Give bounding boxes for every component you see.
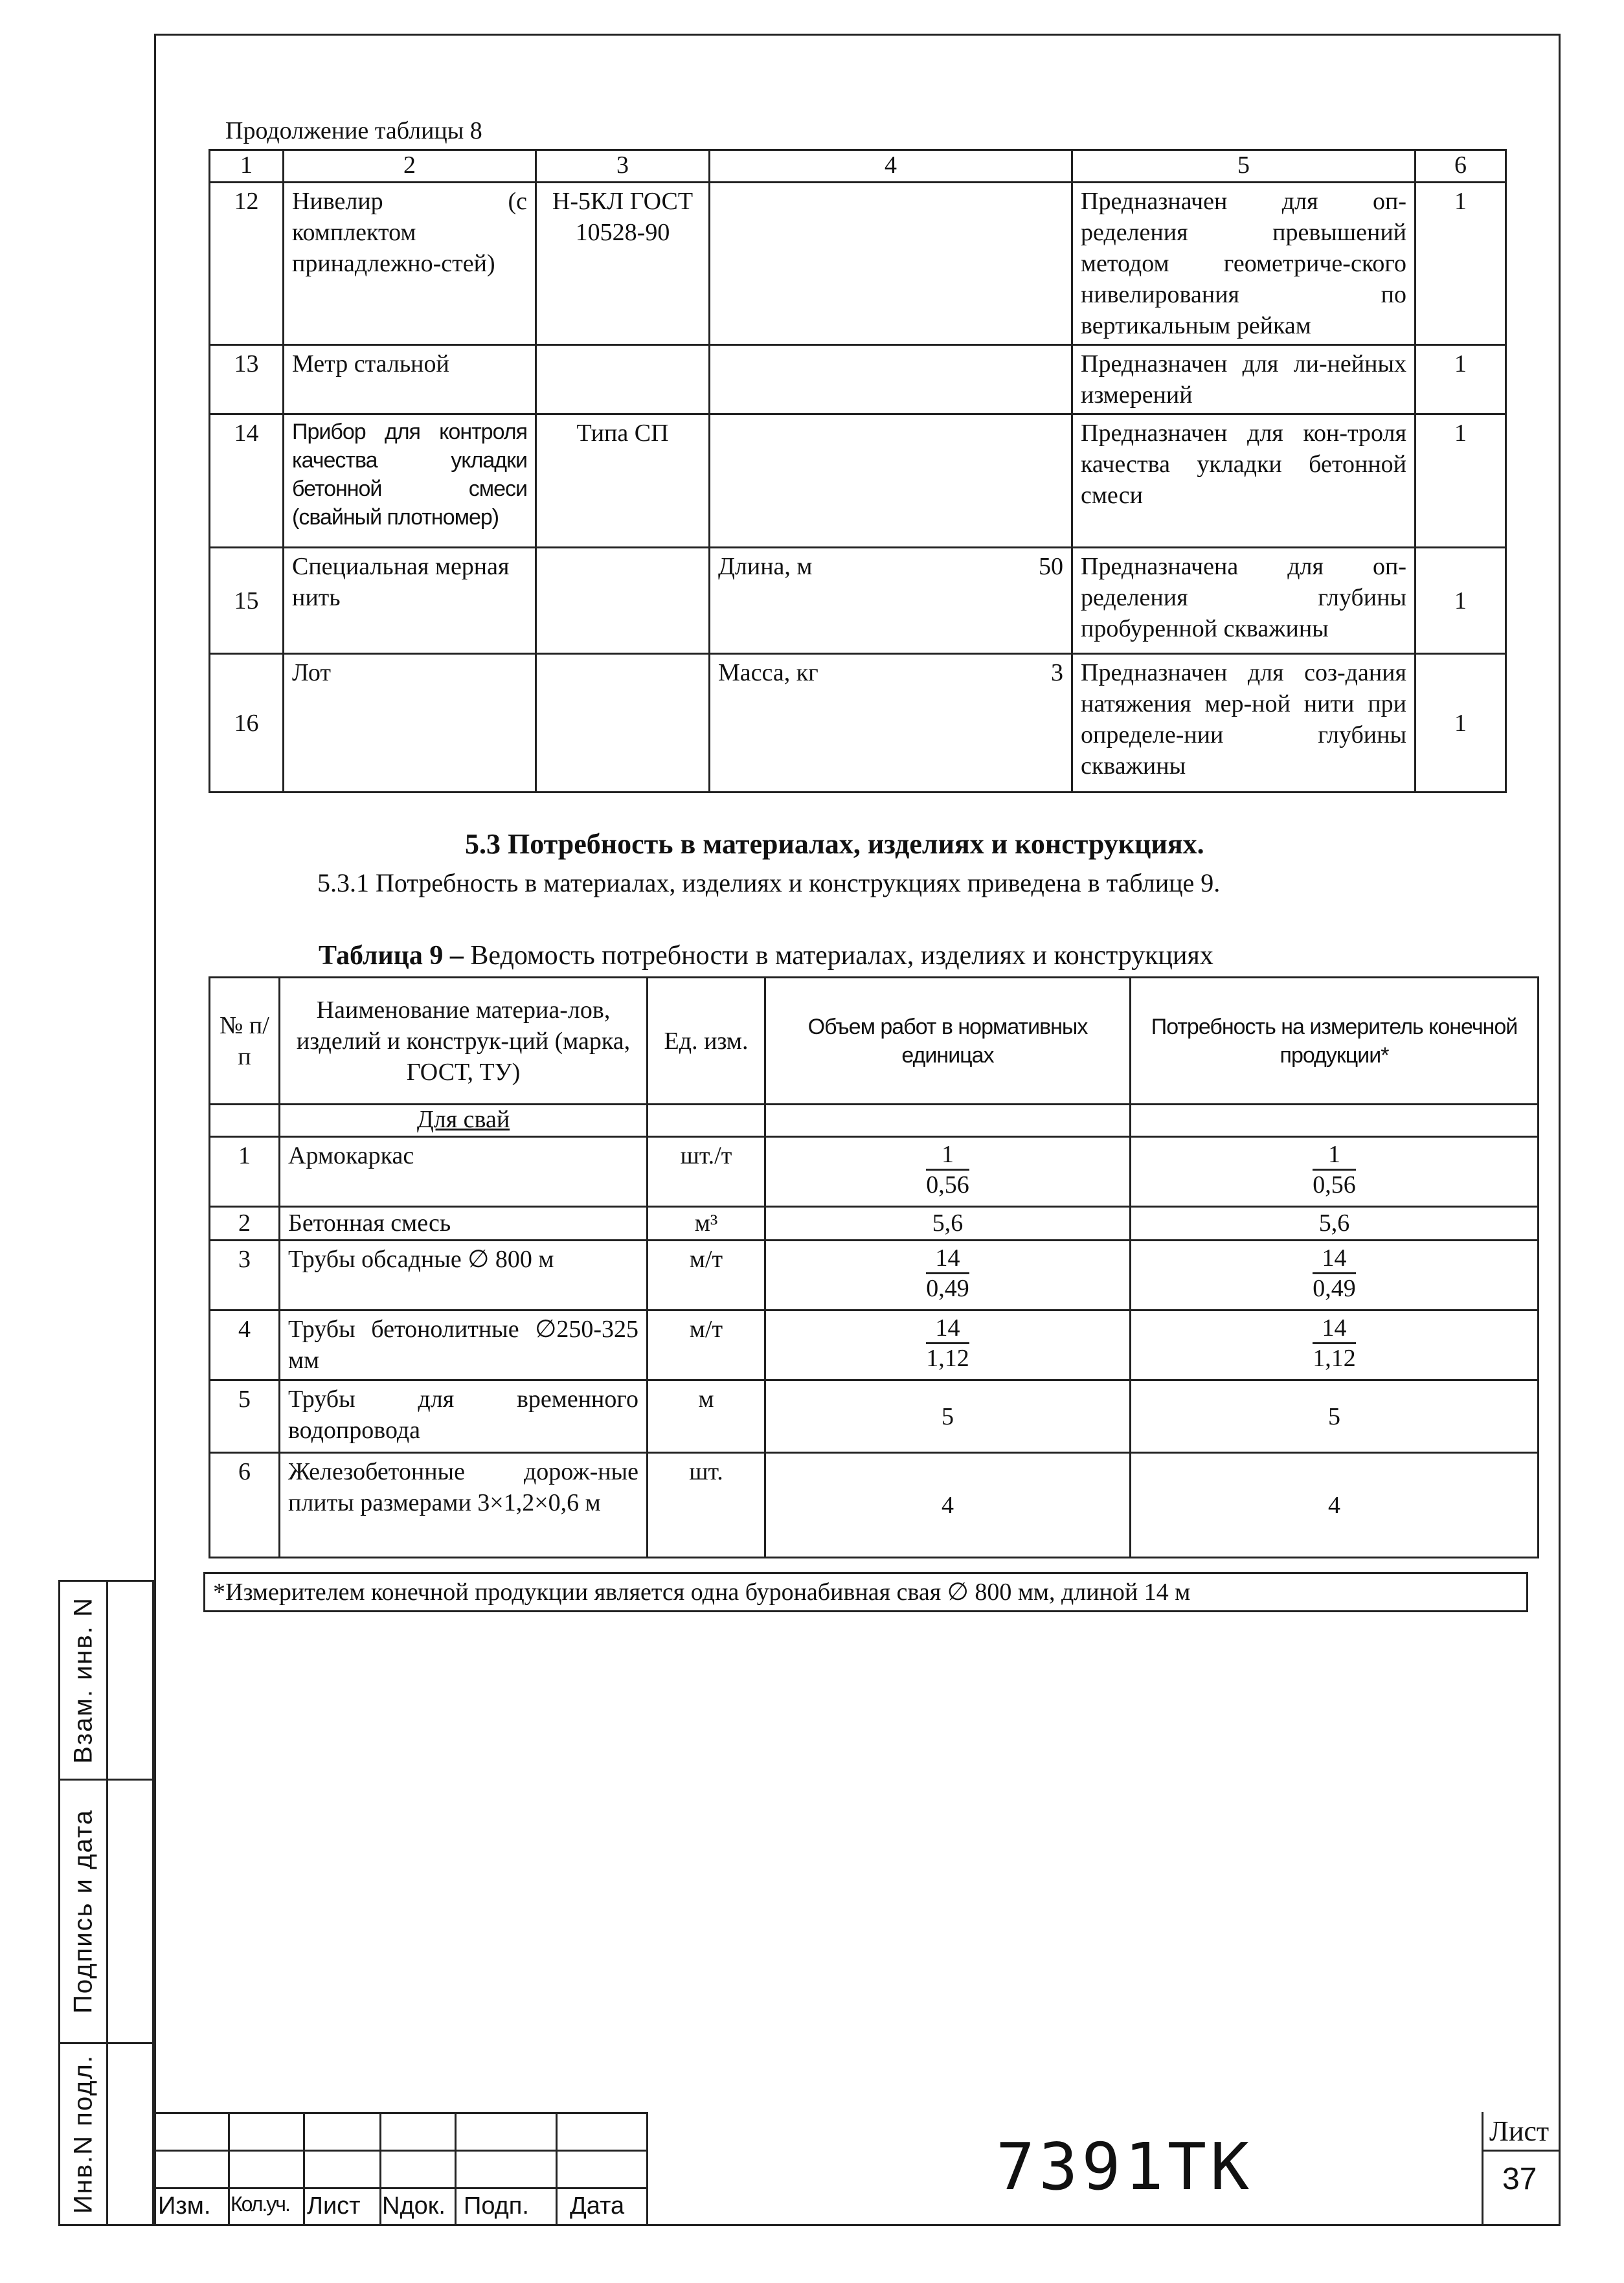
table-row xyxy=(210,183,1506,345)
row-no: 6 xyxy=(210,1453,280,1558)
table8-header-row xyxy=(210,150,1506,183)
header-no: № п/п xyxy=(210,978,280,1105)
row-purpose: Предназначена для оп-ределения глубины пробуренной скважины xyxy=(1072,548,1415,654)
row-unit: м/т xyxy=(648,1241,765,1310)
header-unit: Ед. изм. xyxy=(648,978,765,1105)
row-param xyxy=(710,183,1072,345)
table8 xyxy=(209,149,1507,793)
side-strip xyxy=(58,1580,154,2226)
row-param xyxy=(710,345,1072,414)
row-model xyxy=(536,345,710,414)
table8-header-cell: 1 xyxy=(210,150,284,183)
row-need xyxy=(1131,1310,1539,1380)
table-row xyxy=(210,414,1506,548)
side-cell-inv-podl xyxy=(58,2042,154,2226)
row-unit: шт./т xyxy=(648,1137,765,1207)
row-name: Метр стальной xyxy=(284,345,536,414)
row-volume xyxy=(765,1310,1131,1380)
row-no: 15 xyxy=(210,548,284,654)
row-volume xyxy=(765,1241,1131,1310)
table-row xyxy=(210,1241,1539,1310)
fraction-numerator: 1 xyxy=(926,1140,969,1171)
table9-group-row xyxy=(210,1105,1539,1137)
row-model: Типа СП xyxy=(536,414,710,548)
table9-caption-text: Ведомость потребности в материалах, изделиях и конструкциях xyxy=(463,941,1213,971)
table9-note xyxy=(203,1572,1528,1612)
row-purpose: Предназначен для оп-ределения превышений методом геометриче-ского нивелирования по вертикальным рейкам xyxy=(1072,183,1415,345)
table9-caption xyxy=(319,940,1213,971)
row-unit: м xyxy=(648,1380,765,1453)
fraction-numerator: 14 xyxy=(926,1244,969,1274)
title-col-izm: Изм. xyxy=(158,2192,211,2220)
row-no: 12 xyxy=(210,183,284,345)
row-param xyxy=(710,414,1072,548)
row-name: Прибор для контроля качества укладки бетонной смеси (свайный плотномер) xyxy=(284,414,536,548)
row-param-label: Длина, м xyxy=(718,553,813,580)
fraction-denominator: 0,49 xyxy=(926,1275,969,1302)
row-need xyxy=(1131,1241,1539,1310)
fraction-denominator: 0,49 xyxy=(1313,1275,1356,1302)
fraction-numerator: 14 xyxy=(1313,1244,1356,1274)
row-param-value: 50 xyxy=(1039,553,1063,580)
table8-header-cell: 2 xyxy=(284,150,536,183)
row-need: 5 xyxy=(1131,1380,1539,1453)
header-name: Наименование материа-лов, изделий и конструк-ций (марка, ГОСТ, ТУ) xyxy=(280,978,648,1105)
fraction-denominator: 1,12 xyxy=(1313,1345,1356,1372)
row-qty: 1 xyxy=(1415,345,1506,414)
fraction-numerator: 14 xyxy=(926,1314,969,1344)
row-name: Бетонная смесь xyxy=(280,1207,648,1241)
row-param-value: 3 xyxy=(1051,659,1063,686)
row-no: 2 xyxy=(210,1207,280,1241)
row-volume: 5 xyxy=(765,1380,1131,1453)
row-no: 14 xyxy=(210,414,284,548)
fraction-numerator: 1 xyxy=(1313,1140,1356,1171)
row-purpose: Предназначен для соз-дания натяжения мер-ной нити при определе-нии глубины скважины xyxy=(1072,654,1415,793)
row-purpose: Предназначен для кон-троля качества укладки бетонной смеси xyxy=(1072,414,1415,548)
table9-footnote: *Измерителем конечной продукции является одна буронабивная свая ∅ 800 мм, длиной 14 м xyxy=(205,1573,1528,1612)
fraction-denominator: 0,56 xyxy=(926,1171,969,1198)
table-row xyxy=(210,1380,1539,1453)
sheet-label: Лист xyxy=(1489,2115,1550,2147)
row-qty: 1 xyxy=(1415,414,1506,548)
row-unit: шт. xyxy=(648,1453,765,1558)
row-name: Специальная мерная нить xyxy=(284,548,536,654)
row-no: 1 xyxy=(210,1137,280,1207)
title-block xyxy=(154,2112,1561,2226)
row-name: Армокаркас xyxy=(280,1137,648,1207)
title-col-ndok: Nдок. xyxy=(382,2192,445,2220)
row-unit: м/т xyxy=(648,1310,765,1380)
table8-header-cell: 6 xyxy=(1415,150,1506,183)
group-label: Для свай xyxy=(416,1106,510,1133)
table-row xyxy=(210,1310,1539,1380)
table8-header-cell: 3 xyxy=(536,150,710,183)
table-row xyxy=(210,1137,1539,1207)
table8-header-cell: 4 xyxy=(710,150,1072,183)
title-col-data: Дата xyxy=(570,2192,625,2220)
row-param-label: Масса, кг xyxy=(718,659,818,686)
title-col-list: Лист xyxy=(307,2192,361,2220)
row-name: Трубы для временного водопровода xyxy=(280,1380,648,1453)
table-row xyxy=(210,548,1506,654)
section-heading: 5.3 Потребность в материалах, изделиях и конструкциях. xyxy=(465,828,1204,860)
row-unit: м³ xyxy=(648,1207,765,1241)
title-col-kolvo: Кол.уч. xyxy=(231,2192,289,2216)
side-cell-inv-vzam xyxy=(58,1580,154,1781)
table9-caption-bold: Таблица 9 – xyxy=(319,941,464,971)
row-name: Трубы обсадные ∅ 800 м xyxy=(280,1241,648,1310)
row-volume xyxy=(765,1137,1131,1207)
side-cell-sign-date xyxy=(58,1779,154,2044)
row-volume: 4 xyxy=(765,1453,1131,1558)
row-model xyxy=(536,654,710,793)
row-need: 5,6 xyxy=(1131,1207,1539,1241)
side-label-inv-podl: Инв.N подл. xyxy=(69,2054,97,2214)
row-name: Нивелир (с комплектом принадлежно-стей) xyxy=(284,183,536,345)
row-no: 3 xyxy=(210,1241,280,1310)
table9-header-row xyxy=(210,978,1539,1105)
side-label-inv-vzam: Взам. инв. N xyxy=(69,1597,97,1764)
fraction-denominator: 0,56 xyxy=(1313,1171,1356,1198)
row-no: 13 xyxy=(210,345,284,414)
row-qty: 1 xyxy=(1415,183,1506,345)
title-col-podp: Подп. xyxy=(464,2192,529,2220)
table-row xyxy=(210,654,1506,793)
row-model: Н-5КЛ ГОСТ 10528-90 xyxy=(536,183,710,345)
fraction-denominator: 1,12 xyxy=(926,1345,969,1372)
row-model xyxy=(536,548,710,654)
row-qty: 1 xyxy=(1415,548,1506,654)
row-name: Лот xyxy=(284,654,536,793)
row-volume: 5,6 xyxy=(765,1207,1131,1241)
row-name: Трубы бетонолитные ∅250-325 мм xyxy=(280,1310,648,1380)
row-param xyxy=(710,548,1072,654)
sheet-number: 37 xyxy=(1502,2162,1537,2196)
document-code: 7391ТК xyxy=(996,2129,1254,2205)
section-paragraph: 5.3.1 Потребность в материалах, изделиях и конструкциях приведена в таблице 9. xyxy=(317,868,1221,897)
row-no: 4 xyxy=(210,1310,280,1380)
header-volume: Объем работ в нормативных единицах xyxy=(765,978,1131,1105)
fraction-numerator: 14 xyxy=(1313,1314,1356,1344)
table-row xyxy=(210,1207,1539,1241)
table-row xyxy=(210,1453,1539,1558)
row-name: Железобетонные дорож-ные плиты размерами 3×1,2×0,6 м xyxy=(280,1453,648,1558)
table8-caption: Продолжение таблицы 8 xyxy=(225,117,482,144)
table-row xyxy=(210,345,1506,414)
row-no: 5 xyxy=(210,1380,280,1453)
row-purpose: Предназначен для ли-нейных измерений xyxy=(1072,345,1415,414)
row-need xyxy=(1131,1137,1539,1207)
row-param xyxy=(710,654,1072,793)
table9 xyxy=(209,976,1539,1558)
header-need: Потребность на измеритель конечной продукции* xyxy=(1131,978,1539,1105)
table8-header-cell: 5 xyxy=(1072,150,1415,183)
row-qty: 1 xyxy=(1415,654,1506,793)
side-label-sign-date: Подпись и дата xyxy=(69,1809,97,2014)
row-no: 16 xyxy=(210,654,284,793)
row-need: 4 xyxy=(1131,1453,1539,1558)
